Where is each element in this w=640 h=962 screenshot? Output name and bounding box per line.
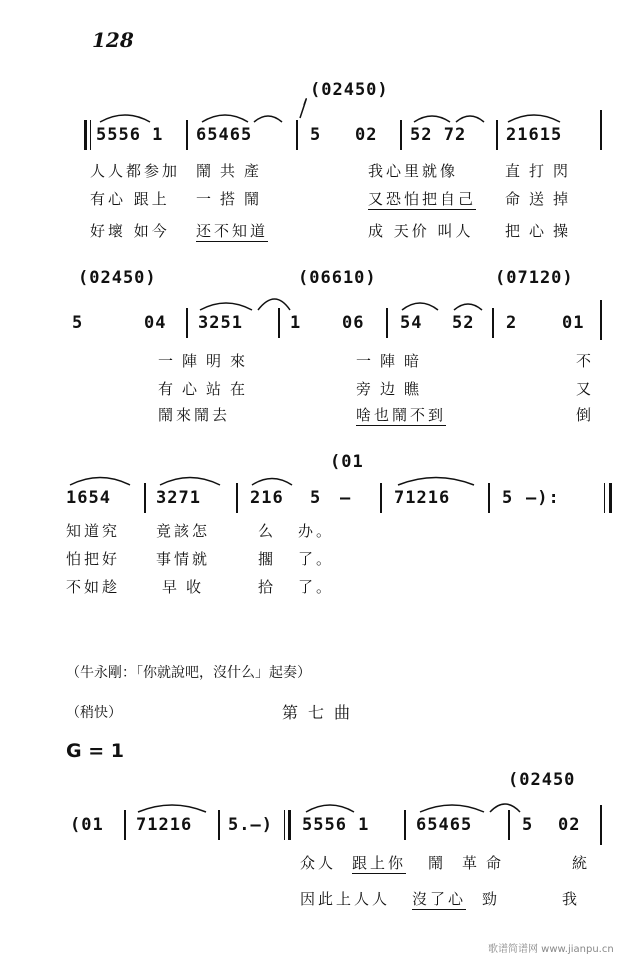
lyric: 事情就 xyxy=(156,550,211,568)
measure-notes: 5 xyxy=(502,488,514,508)
lyric: 鬧來鬧去 xyxy=(158,406,231,424)
slur xyxy=(402,303,438,310)
measure-notes: 52 72 xyxy=(410,125,467,145)
lyric: 鬧共產 xyxy=(196,162,269,180)
lyric: 有心 跟上 xyxy=(90,190,170,208)
slur xyxy=(202,115,248,122)
lyric: 怕把好 xyxy=(66,550,121,568)
lyric: 么 xyxy=(258,522,283,540)
watermark: 歌谱简谱网 www.jianpu.cn xyxy=(488,944,614,955)
measure-notes: 5 xyxy=(310,488,322,508)
lyric: 命送掉 xyxy=(505,190,578,208)
slur xyxy=(258,299,290,310)
measure-notes: 06 xyxy=(342,313,365,333)
lyric: 竟該怎 xyxy=(156,522,211,540)
measure-notes: 65465 xyxy=(416,815,473,835)
measure-notes: 5 xyxy=(522,815,534,835)
slur xyxy=(490,804,520,812)
measure-notes: 5 xyxy=(72,313,84,333)
slur xyxy=(306,805,354,812)
slur xyxy=(398,478,474,486)
measure-notes: 71216 xyxy=(394,488,451,508)
slur xyxy=(200,303,252,310)
slur xyxy=(508,115,560,122)
measure-notes: 1 xyxy=(290,313,302,333)
measure-notes: 5556 1 xyxy=(302,815,370,835)
lyric: 跟上你 xyxy=(352,854,407,872)
slur xyxy=(100,115,150,122)
intro-parenthesis: (02450) xyxy=(78,268,157,288)
intro-parenthesis: (01 xyxy=(330,452,364,472)
lyric: 知道究 xyxy=(66,522,121,540)
measure-notes: 71216 xyxy=(136,815,193,835)
lyric: 有心站在 xyxy=(158,380,255,398)
intro-parenthesis: (02450 xyxy=(508,770,576,790)
measure-notes: 65465 xyxy=(196,125,253,145)
key-signature: G = 1 xyxy=(66,740,124,762)
lyric: 統 xyxy=(572,854,597,872)
slur xyxy=(300,99,306,118)
lyric: 一陣明來 xyxy=(158,352,255,370)
lyric: 早收 xyxy=(162,578,211,596)
lyric: 擱 xyxy=(258,550,283,568)
lyric: 还不知道 xyxy=(196,222,269,240)
slur xyxy=(160,478,220,486)
lyric: 啥也鬧不到 xyxy=(356,406,447,424)
lyric: 我 xyxy=(562,890,587,908)
lyric: 了。 xyxy=(298,550,335,568)
measure-notes: (01 xyxy=(70,815,104,835)
lyric: 又 xyxy=(576,380,601,398)
performance-annotation: （牛永剛：「你就說吧，沒什么」起奏） xyxy=(66,665,311,681)
lyric: 不 xyxy=(576,352,601,370)
intro-parenthesis: (06610) xyxy=(298,268,377,288)
lyric: 好壞 如今 xyxy=(90,222,170,240)
intro-parenthesis: (07120) xyxy=(495,268,574,288)
measure-notes: 52 xyxy=(452,313,475,333)
measure-notes: 5 xyxy=(310,125,322,145)
slur xyxy=(138,805,206,812)
measure-notes: 02 xyxy=(355,125,378,145)
section-title: 第七曲 xyxy=(282,703,361,722)
tempo-marking: （稍快） xyxy=(66,705,122,721)
slur xyxy=(252,479,292,486)
slur xyxy=(70,478,130,486)
measure-notes: 21615 xyxy=(506,125,563,145)
slur xyxy=(454,304,482,310)
lyric: 因此上人人 xyxy=(300,890,391,908)
lyric: 又恐怕把自己 xyxy=(368,190,477,208)
measure-notes: 5556 1 xyxy=(96,125,164,145)
lyric: 拾 xyxy=(258,578,283,596)
lyric: 一搭鬧 xyxy=(196,190,269,208)
page-number: 128 xyxy=(92,28,134,52)
measure-notes: 3271 xyxy=(156,488,201,508)
lyric: 不如趁 xyxy=(66,578,121,596)
slur xyxy=(456,116,484,122)
measure-notes: 3251 xyxy=(198,313,243,333)
lyric: 把心操 xyxy=(505,222,578,240)
lyric: 旁边瞧 xyxy=(356,380,429,398)
lyric: 倒 xyxy=(576,406,601,424)
measure-notes: —): xyxy=(526,488,560,508)
lyric: 直打閃 xyxy=(505,162,578,180)
measure-notes: 54 xyxy=(400,313,423,333)
lyric: 勁 xyxy=(482,890,507,908)
measure-notes: 1654 xyxy=(66,488,111,508)
lyric: 革命 xyxy=(462,854,511,872)
lyric: 一陣暗 xyxy=(356,352,429,370)
lyric: 人人都参加 xyxy=(90,162,181,180)
measure-notes: 01 xyxy=(562,313,585,333)
lyric: 鬧 xyxy=(428,854,453,872)
lyric: 办。 xyxy=(298,522,335,540)
measure-notes: 2 xyxy=(506,313,518,333)
lyric: 了。 xyxy=(298,578,335,596)
lyric: 我心里就像 xyxy=(368,162,459,180)
lyric: 沒了心 xyxy=(412,890,467,908)
measure-notes: 02 xyxy=(558,815,581,835)
intro-parenthesis: (02450) xyxy=(310,80,389,100)
measure-notes: — xyxy=(340,488,352,508)
measure-notes: 5.—) xyxy=(228,815,273,835)
slur xyxy=(254,116,282,122)
lyric: 众人 xyxy=(300,854,337,872)
measure-notes: 216 xyxy=(250,488,284,508)
lyric: 成 天价 叫人 xyxy=(368,222,474,240)
slur xyxy=(420,805,484,812)
slur xyxy=(414,116,450,122)
measure-notes: 04 xyxy=(144,313,167,333)
